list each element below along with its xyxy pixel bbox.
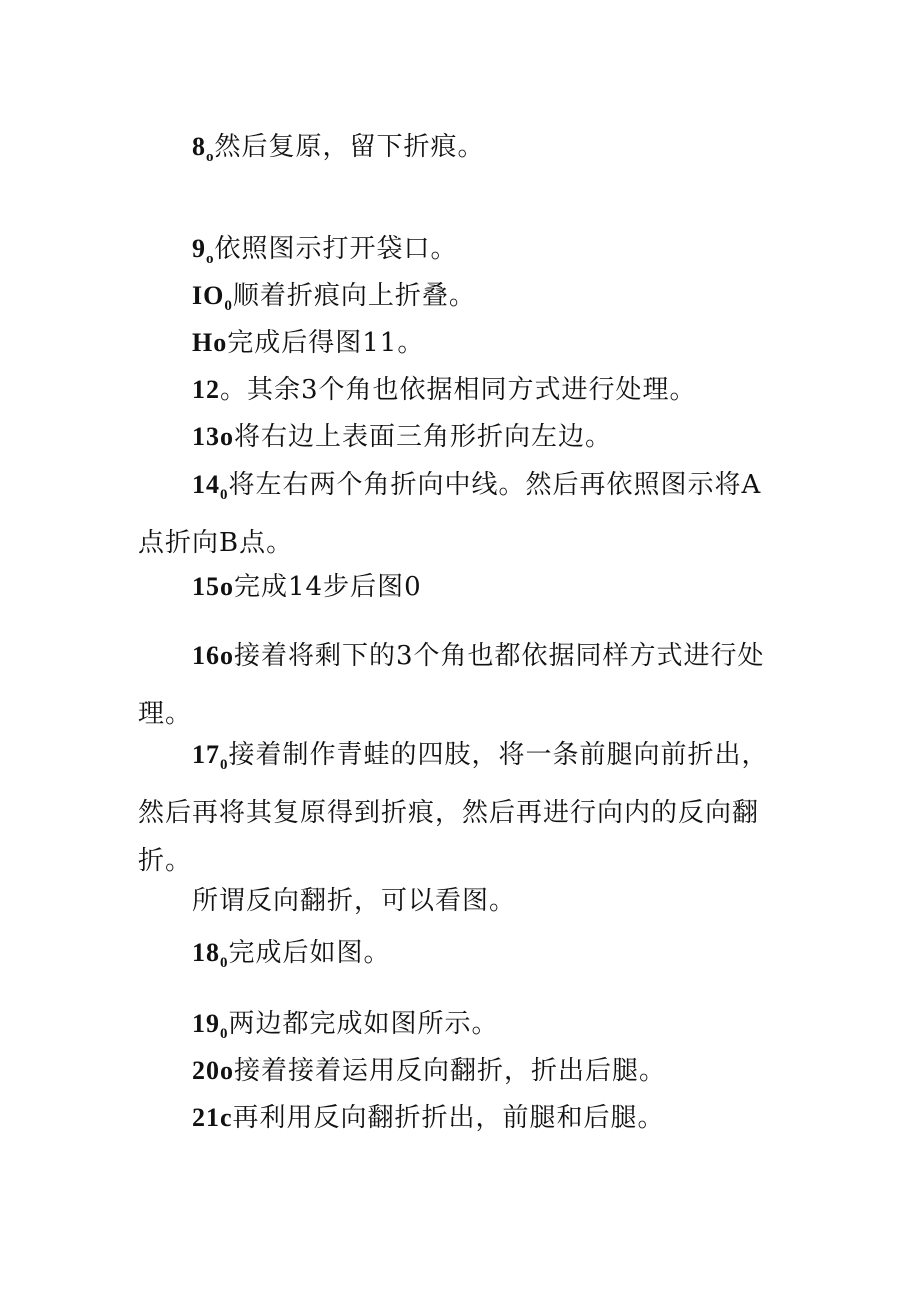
step-16: 16o接着将剩下的3个角也都依据同样方式进行处理。 bbox=[138, 641, 765, 729]
step-14: $14_0$将左右两个角折向中线。然后再依照图示将A点折向B点。 bbox=[138, 470, 762, 558]
step-15: 15o完成14步后图0 bbox=[192, 572, 422, 602]
step-17: $17_0$接着制作青蛙的四肢，将一条前腿向前折出，然后再将其复原得到折痕，然后再进行向内的反向翻折。 bbox=[138, 740, 769, 876]
step-12: 12。其余3个角也依据相同方式进行处理。 bbox=[192, 375, 697, 405]
step-9: $9_o$依照图示打开袋口。 bbox=[192, 234, 458, 267]
step-13: 13o将右边上表面三角形折向左边。 bbox=[192, 422, 613, 452]
step-10: $IO_0$顺着折痕向上折叠。 bbox=[192, 281, 476, 314]
step-20: 20o接着接着运用反向翻折，折出后腿。 bbox=[192, 1056, 667, 1086]
step-11: Ho完成后得图11。 bbox=[192, 328, 425, 358]
step-19: $19_0$两边都完成如图所示。 bbox=[192, 1009, 499, 1042]
step-note: 所谓反向翻折，可以看图。 bbox=[192, 886, 517, 916]
step-18: $18_0$完成后如图。 bbox=[192, 938, 391, 971]
step-8: $8_o$然后复原，留下折痕。 bbox=[192, 132, 485, 165]
step-21: 21c再利用反向翻折折出，前腿和后腿。 bbox=[192, 1103, 665, 1133]
